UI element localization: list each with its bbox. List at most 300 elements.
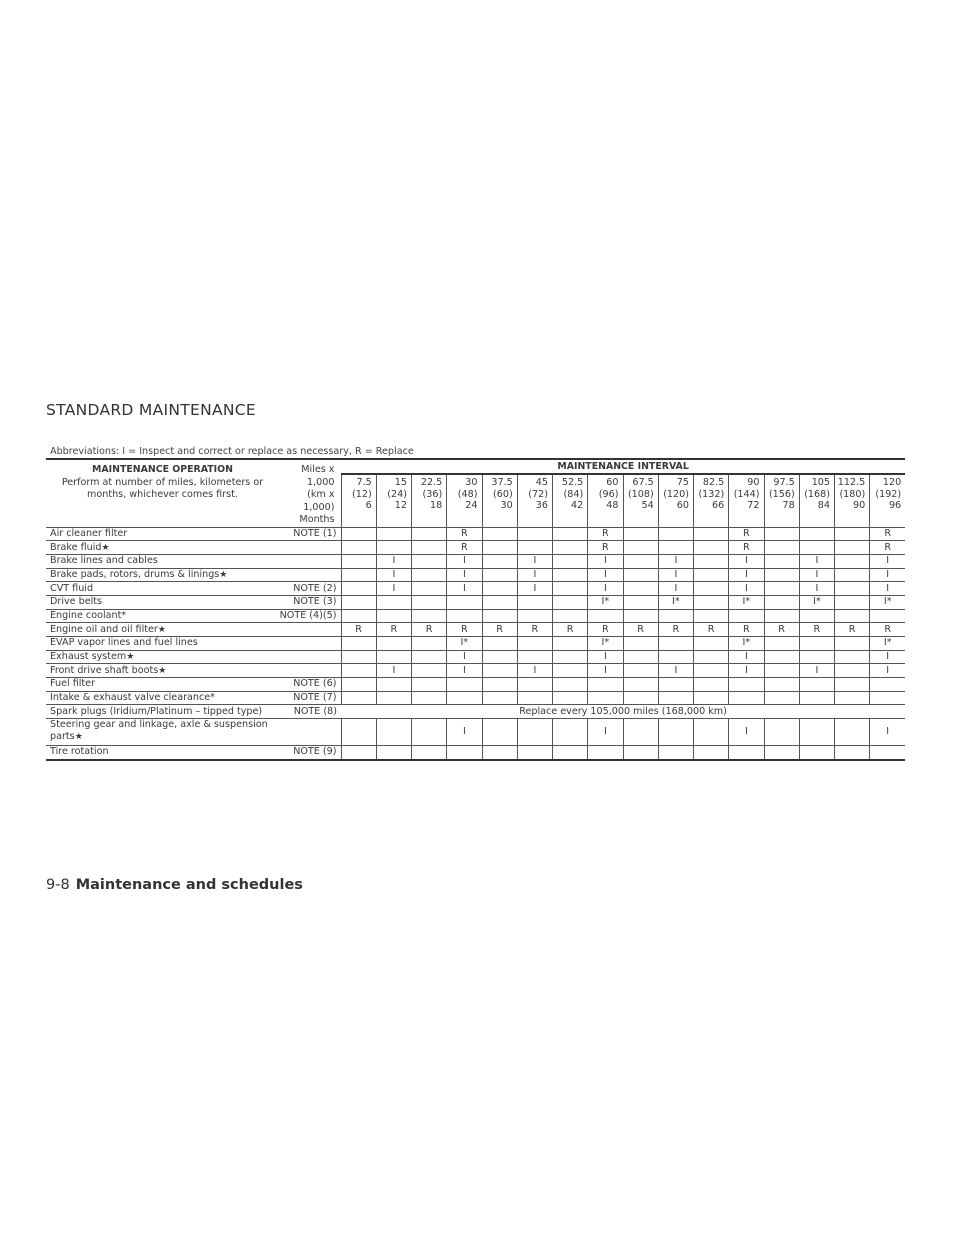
operation-note bbox=[279, 719, 341, 746]
table-row bbox=[46, 541, 905, 555]
operation-note: NOTE (9) bbox=[279, 746, 341, 760]
interval-cell bbox=[553, 568, 588, 582]
interval-cell bbox=[588, 609, 623, 623]
interval-cell: I bbox=[799, 568, 834, 582]
operation-note: NOTE (8) bbox=[279, 705, 341, 719]
interval-cell bbox=[658, 678, 693, 692]
operation-label: Brake fluid bbox=[50, 541, 102, 553]
header-miles: Miles x 1,000 bbox=[301, 464, 335, 488]
table-row bbox=[46, 595, 905, 609]
interval-cell bbox=[764, 664, 799, 678]
page-footer bbox=[46, 877, 303, 893]
interval-cell bbox=[835, 568, 870, 582]
interval-km: (132) bbox=[698, 488, 725, 500]
interval-miles: 112.5 bbox=[837, 477, 866, 488]
interval-cell bbox=[376, 678, 411, 692]
table-row bbox=[46, 554, 905, 568]
interval-cell: I bbox=[870, 582, 905, 596]
interval-cell bbox=[553, 554, 588, 568]
interval-cell: R bbox=[341, 623, 376, 637]
table-row bbox=[46, 691, 905, 705]
interval-miles: 15 bbox=[394, 477, 407, 488]
interval-column-header bbox=[376, 474, 411, 527]
interval-km: (108) bbox=[627, 488, 654, 500]
interval-miles: 67.5 bbox=[632, 477, 654, 488]
interval-cell bbox=[870, 678, 905, 692]
header-op-desc: Perform at number of miles, kilometers or months, whichever comes first. bbox=[61, 476, 264, 500]
interval-cell: R bbox=[517, 623, 552, 637]
interval-cell bbox=[482, 582, 517, 596]
interval-cell bbox=[694, 650, 729, 664]
table-row bbox=[46, 568, 905, 582]
interval-km: (156) bbox=[768, 488, 795, 500]
interval-cell: R bbox=[482, 623, 517, 637]
interval-cell bbox=[376, 609, 411, 623]
interval-cell bbox=[870, 609, 905, 623]
interval-cell bbox=[694, 637, 729, 651]
interval-cell bbox=[447, 691, 482, 705]
interval-cell bbox=[482, 650, 517, 664]
interval-cell: I bbox=[447, 582, 482, 596]
interval-column-header bbox=[482, 474, 517, 527]
interval-cell: R bbox=[870, 541, 905, 555]
interval-cell: I bbox=[870, 568, 905, 582]
interval-cell: R bbox=[729, 527, 764, 541]
interval-cell bbox=[835, 746, 870, 760]
interval-cell: I bbox=[588, 582, 623, 596]
interval-cell bbox=[835, 678, 870, 692]
interval-cell: I bbox=[870, 554, 905, 568]
interval-cell: I bbox=[588, 719, 623, 746]
operation-note: NOTE (7) bbox=[279, 691, 341, 705]
interval-cell bbox=[658, 691, 693, 705]
interval-miles: 7.5 bbox=[356, 477, 372, 488]
interval-cell bbox=[447, 595, 482, 609]
interval-cell: R bbox=[694, 623, 729, 637]
interval-months: 36 bbox=[535, 500, 548, 511]
operation-name bbox=[46, 637, 279, 651]
operation-name bbox=[46, 541, 279, 555]
interval-column-header bbox=[341, 474, 376, 527]
interval-cell bbox=[412, 691, 447, 705]
interval-cell bbox=[694, 719, 729, 746]
interval-cell: I bbox=[588, 650, 623, 664]
interval-cell bbox=[341, 554, 376, 568]
interval-cell bbox=[623, 664, 658, 678]
interval-miles: 120 bbox=[882, 477, 902, 488]
operation-name bbox=[46, 609, 279, 623]
interval-miles: 45 bbox=[535, 477, 548, 488]
interval-cell: I bbox=[447, 719, 482, 746]
interval-cell bbox=[376, 595, 411, 609]
interval-cell bbox=[553, 719, 588, 746]
interval-cell: I bbox=[588, 568, 623, 582]
interval-cell bbox=[588, 746, 623, 760]
interval-cell: I bbox=[729, 719, 764, 746]
interval-cell bbox=[694, 554, 729, 568]
chapter-title: Maintenance and schedules bbox=[75, 877, 303, 893]
operation-label: Spark plugs (Iridium/Platinum – tipped type) bbox=[50, 705, 263, 717]
interval-km: (84) bbox=[563, 488, 584, 500]
interval-cell bbox=[412, 582, 447, 596]
interval-cell: R bbox=[588, 541, 623, 555]
interval-cell: I* bbox=[588, 637, 623, 651]
interval-cell bbox=[517, 541, 552, 555]
interval-cell: I bbox=[870, 719, 905, 746]
interval-cell: I bbox=[447, 554, 482, 568]
interval-cell bbox=[623, 582, 658, 596]
interval-cell bbox=[764, 746, 799, 760]
interval-cell bbox=[623, 746, 658, 760]
interval-cell: I bbox=[729, 664, 764, 678]
interval-cell bbox=[764, 554, 799, 568]
table-row bbox=[46, 637, 905, 651]
operation-name bbox=[46, 719, 279, 746]
interval-cell bbox=[729, 609, 764, 623]
interval-cell bbox=[799, 746, 834, 760]
interval-cell: I bbox=[517, 664, 552, 678]
interval-cell bbox=[799, 541, 834, 555]
interval-cell: R bbox=[553, 623, 588, 637]
interval-cell bbox=[341, 595, 376, 609]
operation-name bbox=[46, 678, 279, 692]
interval-cell bbox=[341, 582, 376, 596]
operation-note: NOTE (1) bbox=[279, 527, 341, 541]
interval-cell bbox=[482, 637, 517, 651]
interval-cell bbox=[517, 609, 552, 623]
operation-label: Engine coolant* bbox=[50, 609, 127, 621]
interval-cell: I bbox=[376, 664, 411, 678]
interval-months: 96 bbox=[888, 500, 902, 511]
table-row bbox=[46, 527, 905, 541]
interval-cell bbox=[694, 595, 729, 609]
interval-cell: I bbox=[799, 582, 834, 596]
interval-cell bbox=[553, 746, 588, 760]
interval-cell bbox=[623, 541, 658, 555]
operation-label: Drive belts bbox=[50, 596, 103, 608]
interval-cell bbox=[694, 527, 729, 541]
interval-cell bbox=[482, 746, 517, 760]
interval-cell bbox=[412, 650, 447, 664]
interval-cell bbox=[376, 541, 411, 555]
interval-cell bbox=[623, 527, 658, 541]
interval-cell bbox=[412, 719, 447, 746]
interval-cell bbox=[799, 678, 834, 692]
interval-cell bbox=[623, 595, 658, 609]
interval-km: (24) bbox=[387, 488, 407, 500]
interval-months: 18 bbox=[430, 500, 443, 511]
interval-km: (168) bbox=[804, 488, 830, 500]
interval-cell bbox=[341, 637, 376, 651]
severe-condition-star-icon: ★ bbox=[157, 624, 166, 635]
interval-cell bbox=[694, 691, 729, 705]
interval-cell: R bbox=[623, 623, 658, 637]
operation-name bbox=[46, 527, 279, 541]
operation-name bbox=[46, 650, 279, 664]
interval-cell bbox=[517, 637, 552, 651]
interval-cell bbox=[764, 595, 799, 609]
interval-column-header bbox=[412, 474, 447, 527]
severe-condition-star-icon: ★ bbox=[74, 732, 83, 743]
interval-cell: R bbox=[799, 623, 834, 637]
interval-column-header bbox=[729, 474, 764, 527]
interval-km: (36) bbox=[422, 488, 443, 500]
interval-cell: R bbox=[870, 623, 905, 637]
operation-note bbox=[279, 637, 341, 651]
severe-condition-star-icon: ★ bbox=[126, 652, 135, 663]
interval-months: 66 bbox=[712, 500, 725, 511]
interval-cell bbox=[376, 746, 411, 760]
interval-cell bbox=[764, 637, 799, 651]
interval-cell bbox=[623, 554, 658, 568]
interval-cell bbox=[835, 650, 870, 664]
interval-cell bbox=[870, 746, 905, 760]
interval-cell bbox=[341, 650, 376, 664]
interval-cell: R bbox=[729, 541, 764, 555]
operation-note bbox=[279, 554, 341, 568]
interval-cell bbox=[553, 527, 588, 541]
interval-months: 72 bbox=[747, 500, 760, 511]
interval-cell: I bbox=[376, 554, 411, 568]
table-row bbox=[46, 678, 905, 692]
severe-condition-star-icon: ★ bbox=[158, 665, 167, 676]
operation-name bbox=[46, 746, 279, 760]
interval-cell: I* bbox=[729, 637, 764, 651]
interval-cell: I* bbox=[658, 595, 693, 609]
interval-column-header bbox=[623, 474, 658, 527]
interval-cell bbox=[412, 678, 447, 692]
interval-column-header bbox=[447, 474, 482, 527]
interval-km: (12) bbox=[352, 488, 372, 500]
abbreviations-note: Abbreviations: I = Inspect and correct or replace as necessary, R = Replace bbox=[50, 446, 414, 457]
interval-cell bbox=[799, 650, 834, 664]
interval-column-header bbox=[658, 474, 693, 527]
operation-label: Front drive shaft boots bbox=[50, 664, 159, 676]
operation-label: Brake pads, rotors, drums & linings bbox=[50, 568, 220, 580]
interval-cell: I bbox=[517, 582, 552, 596]
interval-cell: I bbox=[870, 664, 905, 678]
interval-km: (96) bbox=[598, 488, 619, 500]
interval-cell bbox=[623, 568, 658, 582]
interval-cell bbox=[341, 678, 376, 692]
interval-cell: R bbox=[870, 527, 905, 541]
header-months: Months bbox=[299, 514, 335, 525]
interval-cell bbox=[412, 541, 447, 555]
interval-cell: I* bbox=[799, 595, 834, 609]
interval-cell bbox=[835, 541, 870, 555]
interval-cell bbox=[412, 568, 447, 582]
interval-cell bbox=[694, 582, 729, 596]
operation-note bbox=[279, 623, 341, 637]
interval-cell: I bbox=[447, 664, 482, 678]
interval-cell bbox=[835, 719, 870, 746]
operation-name bbox=[46, 691, 279, 705]
interval-cell bbox=[482, 609, 517, 623]
interval-months: 84 bbox=[817, 500, 830, 511]
interval-cell: I bbox=[447, 650, 482, 664]
interval-cell: R bbox=[412, 623, 447, 637]
interval-column-header bbox=[835, 474, 870, 527]
operation-name bbox=[46, 623, 279, 637]
table-row bbox=[46, 582, 905, 596]
operation-note: NOTE (2) bbox=[279, 582, 341, 596]
interval-cell bbox=[482, 664, 517, 678]
interval-cell bbox=[729, 746, 764, 760]
interval-cell bbox=[799, 719, 834, 746]
page-number: 9-8 bbox=[46, 877, 70, 893]
interval-cell bbox=[764, 678, 799, 692]
interval-miles: 52.5 bbox=[561, 477, 584, 488]
interval-miles: 22.5 bbox=[420, 477, 443, 488]
interval-cell bbox=[553, 650, 588, 664]
interval-cell bbox=[623, 691, 658, 705]
interval-cell bbox=[658, 719, 693, 746]
operation-label: Exhaust system bbox=[50, 651, 127, 663]
interval-months: 30 bbox=[500, 500, 513, 511]
interval-cell bbox=[376, 719, 411, 746]
severe-condition-star-icon: ★ bbox=[219, 569, 228, 580]
interval-cell: I bbox=[870, 650, 905, 664]
interval-cell bbox=[412, 746, 447, 760]
interval-cell bbox=[517, 691, 552, 705]
interval-cell: I bbox=[376, 568, 411, 582]
interval-cell bbox=[835, 527, 870, 541]
interval-cell bbox=[341, 541, 376, 555]
interval-cell: I bbox=[729, 568, 764, 582]
operation-note: NOTE (6) bbox=[279, 678, 341, 692]
operation-name bbox=[46, 664, 279, 678]
interval-cell: I bbox=[729, 582, 764, 596]
interval-km: (72) bbox=[528, 488, 548, 500]
interval-cell bbox=[341, 527, 376, 541]
interval-column-header bbox=[694, 474, 729, 527]
interval-cell bbox=[764, 527, 799, 541]
interval-cell: I* bbox=[729, 595, 764, 609]
operation-note: NOTE (3) bbox=[279, 595, 341, 609]
interval-cell bbox=[658, 541, 693, 555]
interval-cell bbox=[694, 664, 729, 678]
table-row bbox=[46, 746, 905, 760]
interval-months: 12 bbox=[394, 500, 407, 511]
interval-cell bbox=[623, 637, 658, 651]
operation-label: Intake & exhaust valve clearance* bbox=[50, 692, 215, 704]
interval-cell bbox=[835, 691, 870, 705]
interval-cell bbox=[482, 595, 517, 609]
interval-cell bbox=[482, 678, 517, 692]
table-row bbox=[46, 664, 905, 678]
spark-plug-replace-note: Replace every 105,000 miles (168,000 km) bbox=[341, 705, 905, 719]
interval-cell bbox=[447, 678, 482, 692]
interval-cell: R bbox=[447, 623, 482, 637]
interval-cell bbox=[694, 678, 729, 692]
operation-label: Fuel filter bbox=[50, 678, 96, 690]
interval-column-header bbox=[588, 474, 623, 527]
interval-cell bbox=[658, 650, 693, 664]
interval-cell: I bbox=[658, 664, 693, 678]
interval-cell bbox=[658, 746, 693, 760]
interval-cell bbox=[764, 719, 799, 746]
operation-label: Air cleaner filter bbox=[50, 527, 128, 539]
interval-cell bbox=[412, 609, 447, 623]
interval-cell bbox=[764, 541, 799, 555]
interval-cell bbox=[588, 691, 623, 705]
interval-cell bbox=[412, 664, 447, 678]
interval-cell: R bbox=[447, 541, 482, 555]
interval-cell bbox=[482, 719, 517, 746]
table-row bbox=[46, 650, 905, 664]
interval-miles: 75 bbox=[676, 477, 689, 488]
interval-cell bbox=[658, 637, 693, 651]
interval-miles: 82.5 bbox=[702, 477, 725, 488]
interval-cell bbox=[341, 609, 376, 623]
interval-cell bbox=[482, 554, 517, 568]
header-miles-units bbox=[279, 459, 341, 527]
operation-label: Engine oil and oil filter bbox=[50, 623, 158, 635]
interval-cell: R bbox=[764, 623, 799, 637]
operation-note bbox=[279, 541, 341, 555]
interval-cell: I* bbox=[870, 595, 905, 609]
interval-cell bbox=[412, 554, 447, 568]
interval-miles: 90 bbox=[747, 477, 760, 488]
table-row bbox=[46, 719, 905, 746]
interval-miles: 105 bbox=[811, 477, 830, 488]
interval-cell bbox=[799, 691, 834, 705]
header-maintenance-operation bbox=[46, 459, 279, 527]
interval-cell: I bbox=[517, 568, 552, 582]
interval-cell bbox=[553, 678, 588, 692]
operation-note bbox=[279, 664, 341, 678]
interval-cell bbox=[694, 609, 729, 623]
interval-miles: 30 bbox=[465, 477, 478, 488]
interval-cell bbox=[835, 664, 870, 678]
operation-note bbox=[279, 650, 341, 664]
interval-cell: I bbox=[729, 650, 764, 664]
interval-cell: I* bbox=[588, 595, 623, 609]
table-row bbox=[46, 623, 905, 637]
interval-cell bbox=[341, 691, 376, 705]
interval-cell bbox=[412, 595, 447, 609]
interval-cell: I bbox=[517, 554, 552, 568]
interval-km: (60) bbox=[493, 488, 513, 500]
interval-km: (120) bbox=[663, 488, 689, 500]
interval-cell bbox=[764, 650, 799, 664]
operation-label: Tire rotation bbox=[50, 746, 109, 758]
interval-months: 6 bbox=[365, 500, 372, 511]
interval-cell bbox=[764, 609, 799, 623]
interval-cell: I bbox=[658, 554, 693, 568]
operation-label: Steering gear and linkage, axle & suspension parts bbox=[50, 719, 268, 743]
operation-label: Brake lines and cables bbox=[50, 555, 158, 567]
interval-months: 24 bbox=[465, 500, 478, 511]
interval-cell bbox=[482, 541, 517, 555]
operation-name bbox=[46, 595, 279, 609]
interval-km: (48) bbox=[457, 488, 478, 500]
interval-cell: I bbox=[447, 568, 482, 582]
interval-cell bbox=[658, 527, 693, 541]
interval-cell: I bbox=[658, 582, 693, 596]
interval-cell bbox=[517, 650, 552, 664]
interval-cell bbox=[694, 746, 729, 760]
interval-cell bbox=[835, 554, 870, 568]
interval-cell bbox=[623, 719, 658, 746]
interval-cell bbox=[799, 527, 834, 541]
interval-cell bbox=[553, 637, 588, 651]
interval-cell: I* bbox=[447, 637, 482, 651]
interval-miles: 37.5 bbox=[491, 477, 513, 488]
interval-cell bbox=[341, 746, 376, 760]
section-title: STANDARD MAINTENANCE bbox=[46, 401, 257, 419]
interval-cell bbox=[341, 664, 376, 678]
